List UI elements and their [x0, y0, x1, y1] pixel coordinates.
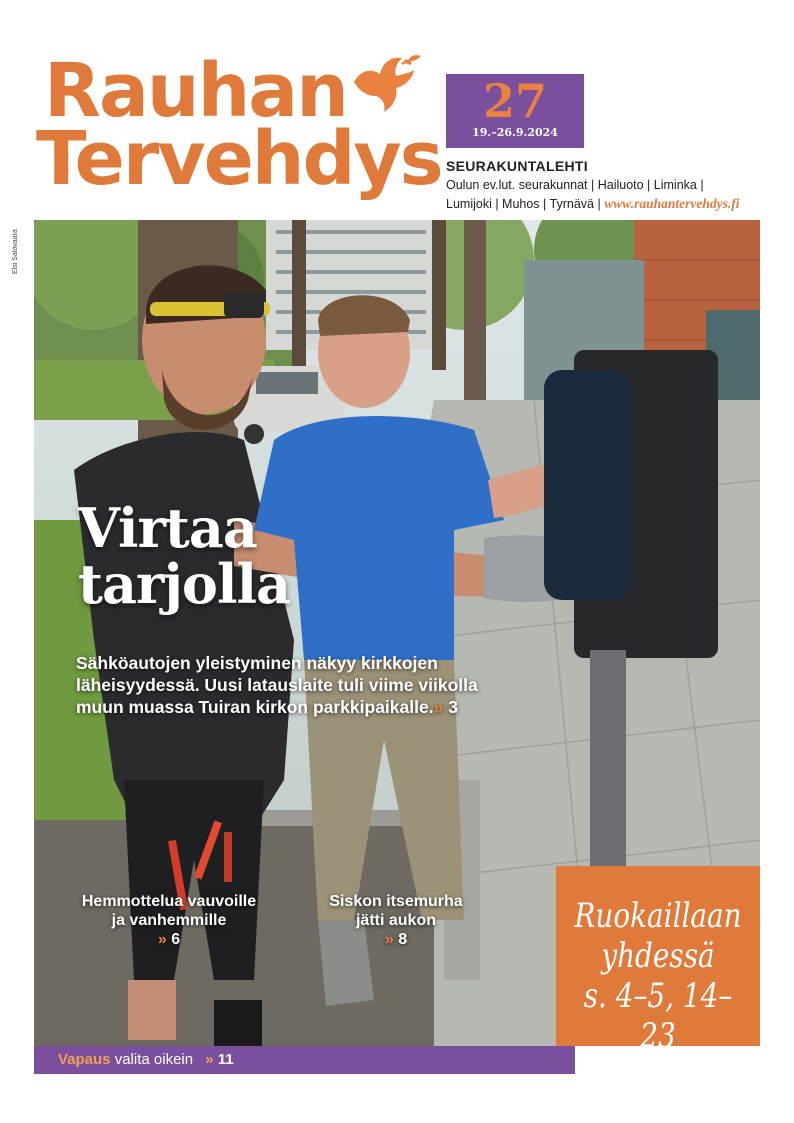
bottom-teaser-bar[interactable] [34, 1046, 575, 1074]
bottom-teaser-highlight: Vapaus [58, 1051, 111, 1068]
teaser-pampering-line1: Hemmottelua vauvoille [81, 893, 257, 910]
cover-lead-line3-wrap [76, 696, 526, 718]
website-link[interactable]: www.rauhantervehdys.fi [604, 196, 740, 211]
masthead-title-line1: Rauhan [44, 48, 347, 134]
photo-credit: Elsi Salovaara [12, 229, 19, 274]
parishes-line1: Oulun ev.lut. seurakunnat | Hailuoto | Liminka | [446, 178, 704, 192]
cover-lead-line2: läheisyydessä. Uusi latauslaite tuli viime viikolla [76, 675, 478, 695]
teaser-pampering-page: 6 [171, 931, 181, 948]
teaser-sister[interactable] [300, 892, 492, 949]
teaser-sister-arrow: » [384, 931, 394, 948]
parishes-line2-text: Lumijoki | Muhos | Tyrnävä | [446, 197, 601, 211]
cover-headline-line2: tarjolla [78, 552, 290, 616]
teaser-pampering[interactable] [56, 892, 282, 949]
issue-number: 27 [482, 74, 547, 128]
cover-headline [78, 496, 290, 616]
bottom-teaser-text [58, 1051, 234, 1068]
feature-box-text [574, 896, 741, 1056]
teaser-pampering-ref [56, 930, 282, 949]
masthead-title-line2: Tervehdys [36, 116, 442, 202]
cover-lead [76, 652, 526, 718]
paper-type: SEURAKUNTALEHTI [446, 158, 588, 174]
dove-logo-icon [346, 52, 424, 122]
parishes-line2 [446, 196, 739, 212]
teaser-sister-line2: jätti aukon [355, 912, 436, 929]
issue-dates: 19.–26.9.2024 [472, 126, 558, 139]
teaser-sister-line1: Siskon itsemurha [329, 893, 463, 910]
teaser-sister-page: 8 [398, 931, 408, 948]
bottom-teaser-body: valita oikein [114, 1051, 194, 1068]
feature-box-line2: yhdessä [601, 936, 715, 976]
teaser-pampering-arrow: » [157, 931, 167, 948]
feature-box[interactable] [556, 866, 760, 1056]
cover-lead-page[interactable]: 3 [448, 697, 458, 717]
issue-box [446, 74, 584, 148]
bottom-teaser-arrow: » [205, 1051, 214, 1068]
teaser-pampering-line2: ja vanhemmille [111, 912, 227, 929]
cover-headline-line1: Virtaa [78, 496, 257, 560]
cover-lead-line1: Sähköautojen yleistyminen näkyy kirkkojen [76, 653, 438, 673]
teaser-sister-ref [300, 930, 492, 949]
bottom-teaser-page: 11 [217, 1051, 234, 1068]
feature-box-line3: s. 4–5, 14–23 [583, 976, 733, 1056]
cover-lead-arrow: » [433, 697, 444, 717]
feature-box-line1: Ruokaillaan [574, 896, 742, 936]
cover-lead-line3: muun muassa Tuiran kirkon parkkipaikalle. [76, 697, 434, 717]
